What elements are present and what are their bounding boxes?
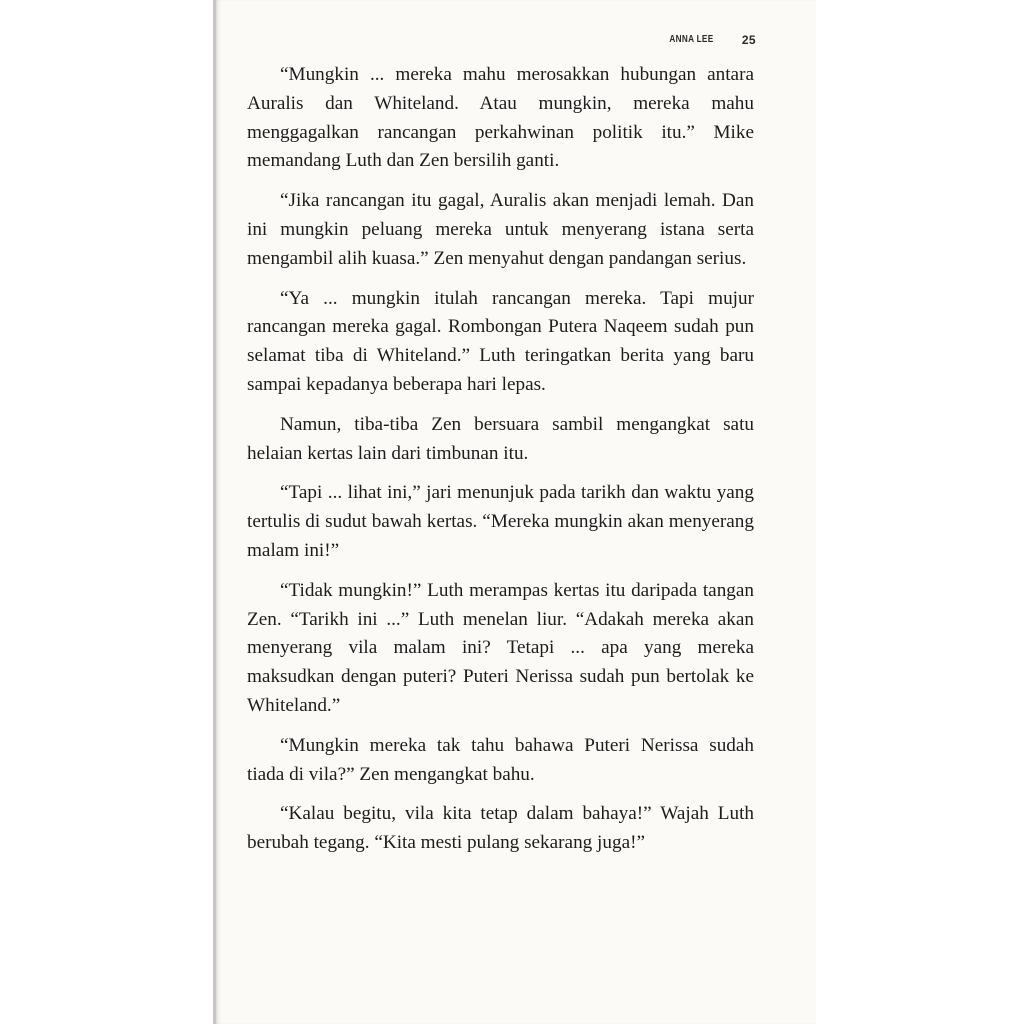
paragraph: “Mungkin mereka tak tahu bahawa Puteri Nerissa sudah tiada di vila?” Zen mengangkat bahu. bbox=[247, 734, 754, 785]
running-header-author: ANNA LEE bbox=[669, 33, 714, 45]
paragraph: “Jika rancangan itu gagal, Auralis akan menjadi lemah. Dan ini mungkin peluang mereka untuk menyerang istana serta mengambil alih kuasa.” Zen menyahut dengan pandangan serius. bbox=[247, 190, 754, 269]
page-binding-edge bbox=[213, 0, 216, 1024]
paragraph: “Tidak mungkin!” Luth merampas kertas itu daripada tangan Zen. “Tarikh ini ...” Luth menelan liur. “Adakah mereka akan menyerang vila malam ini? Tetapi ... apa yang mereka maksudkan dengan puteri? Puteri Nerissa sudah pun bertolak ke Whiteland.” bbox=[247, 579, 754, 716]
running-header bbox=[657, 33, 756, 47]
paragraph: “Kalau begitu, vila kita tetap dalam bahaya!” Wajah Luth berubah tegang. “Kita mesti pulang sekarang juga!” bbox=[247, 803, 754, 854]
body-text bbox=[247, 61, 754, 869]
paragraph: Namun, tiba-tiba Zen bersuara sambil mengangkat satu helaian kertas lain dari timbunan itu. bbox=[247, 413, 754, 464]
paragraph: “Tapi ... lihat ini,” jari menunjuk pada tarikh dan waktu yang tertulis di sudut bawah kertas. “Mereka mungkin akan menyerang malam ini!” bbox=[247, 482, 754, 561]
paragraph: “Mungkin ... mereka mahu merosakkan hubungan antara Auralis dan Whiteland. Atau mungkin, mereka mahu menggagalkan rancangan perkahwinan politik itu.” Mike memandang Luth dan Zen bersilih ganti. bbox=[247, 64, 754, 172]
paragraph: “Ya ... mungkin itulah rancangan mereka. Tapi mujur rancangan mereka gagal. Rombongan Putera Naqeem sudah pun selamat tiba di Whiteland.” Luth teringatkan berita yang baru sampai kepadanya beberapa hari lepas. bbox=[247, 287, 754, 395]
page-number: 25 bbox=[741, 33, 756, 47]
